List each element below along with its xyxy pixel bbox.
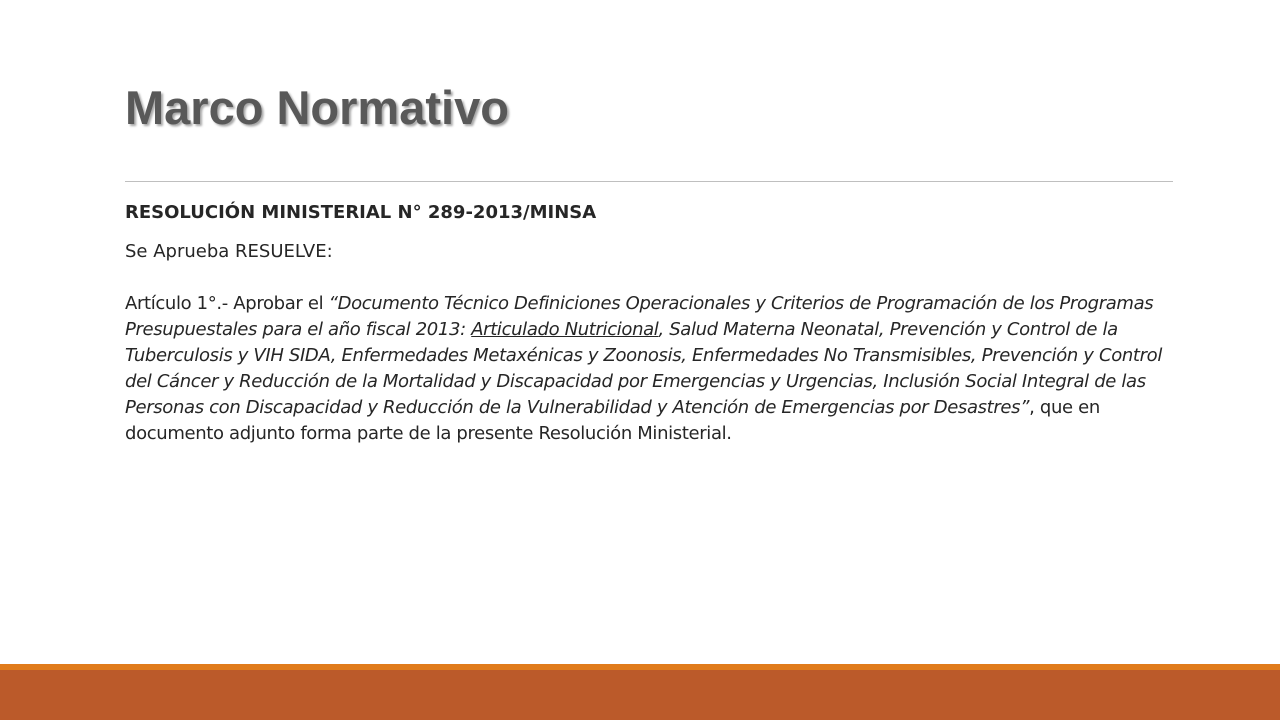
resolution-intro: Se Aprueba RESUELVE: bbox=[125, 241, 333, 262]
resolution-heading: RESOLUCIÓN MINISTERIAL N° 289-2013/MINSA bbox=[125, 202, 597, 223]
article-lead: Artículo 1°.- Aprobar el bbox=[125, 293, 329, 314]
article-paragraph bbox=[125, 291, 1185, 447]
slide-title: Marco Normativo bbox=[125, 81, 509, 134]
title-divider bbox=[125, 181, 1173, 182]
article-quote-part1: “Documento Técnico Definiciones Operacionales y Criterios de Programación de los Programas Presupuestales para el año fiscal 2013: bbox=[125, 293, 1154, 340]
article-tail: , que en documento adjunto forma parte de la presente Resolución Ministerial. bbox=[125, 397, 1100, 444]
article-quote-underlined: Articulado Nutricional bbox=[471, 319, 659, 340]
slide-body bbox=[125, 197, 1185, 447]
footer-bar bbox=[0, 670, 1280, 720]
article-quote-part2: , Salud Materna Neonatal, Prevención y Control de la Tuberculosis y VIH SIDA, Enfermedades Metaxénicas y Zoonosis, Enfermedades No Transmisibles, Prevención y Control del Cáncer y Reducción de la Mortalidad y Discapacidad por Emergencias y Urgencias, Inclusión Social Integral de las Personas con Discapacidad y Reducción de la Vulnerabilidad y Atención de Emergencias por Desastres” bbox=[125, 319, 1162, 418]
